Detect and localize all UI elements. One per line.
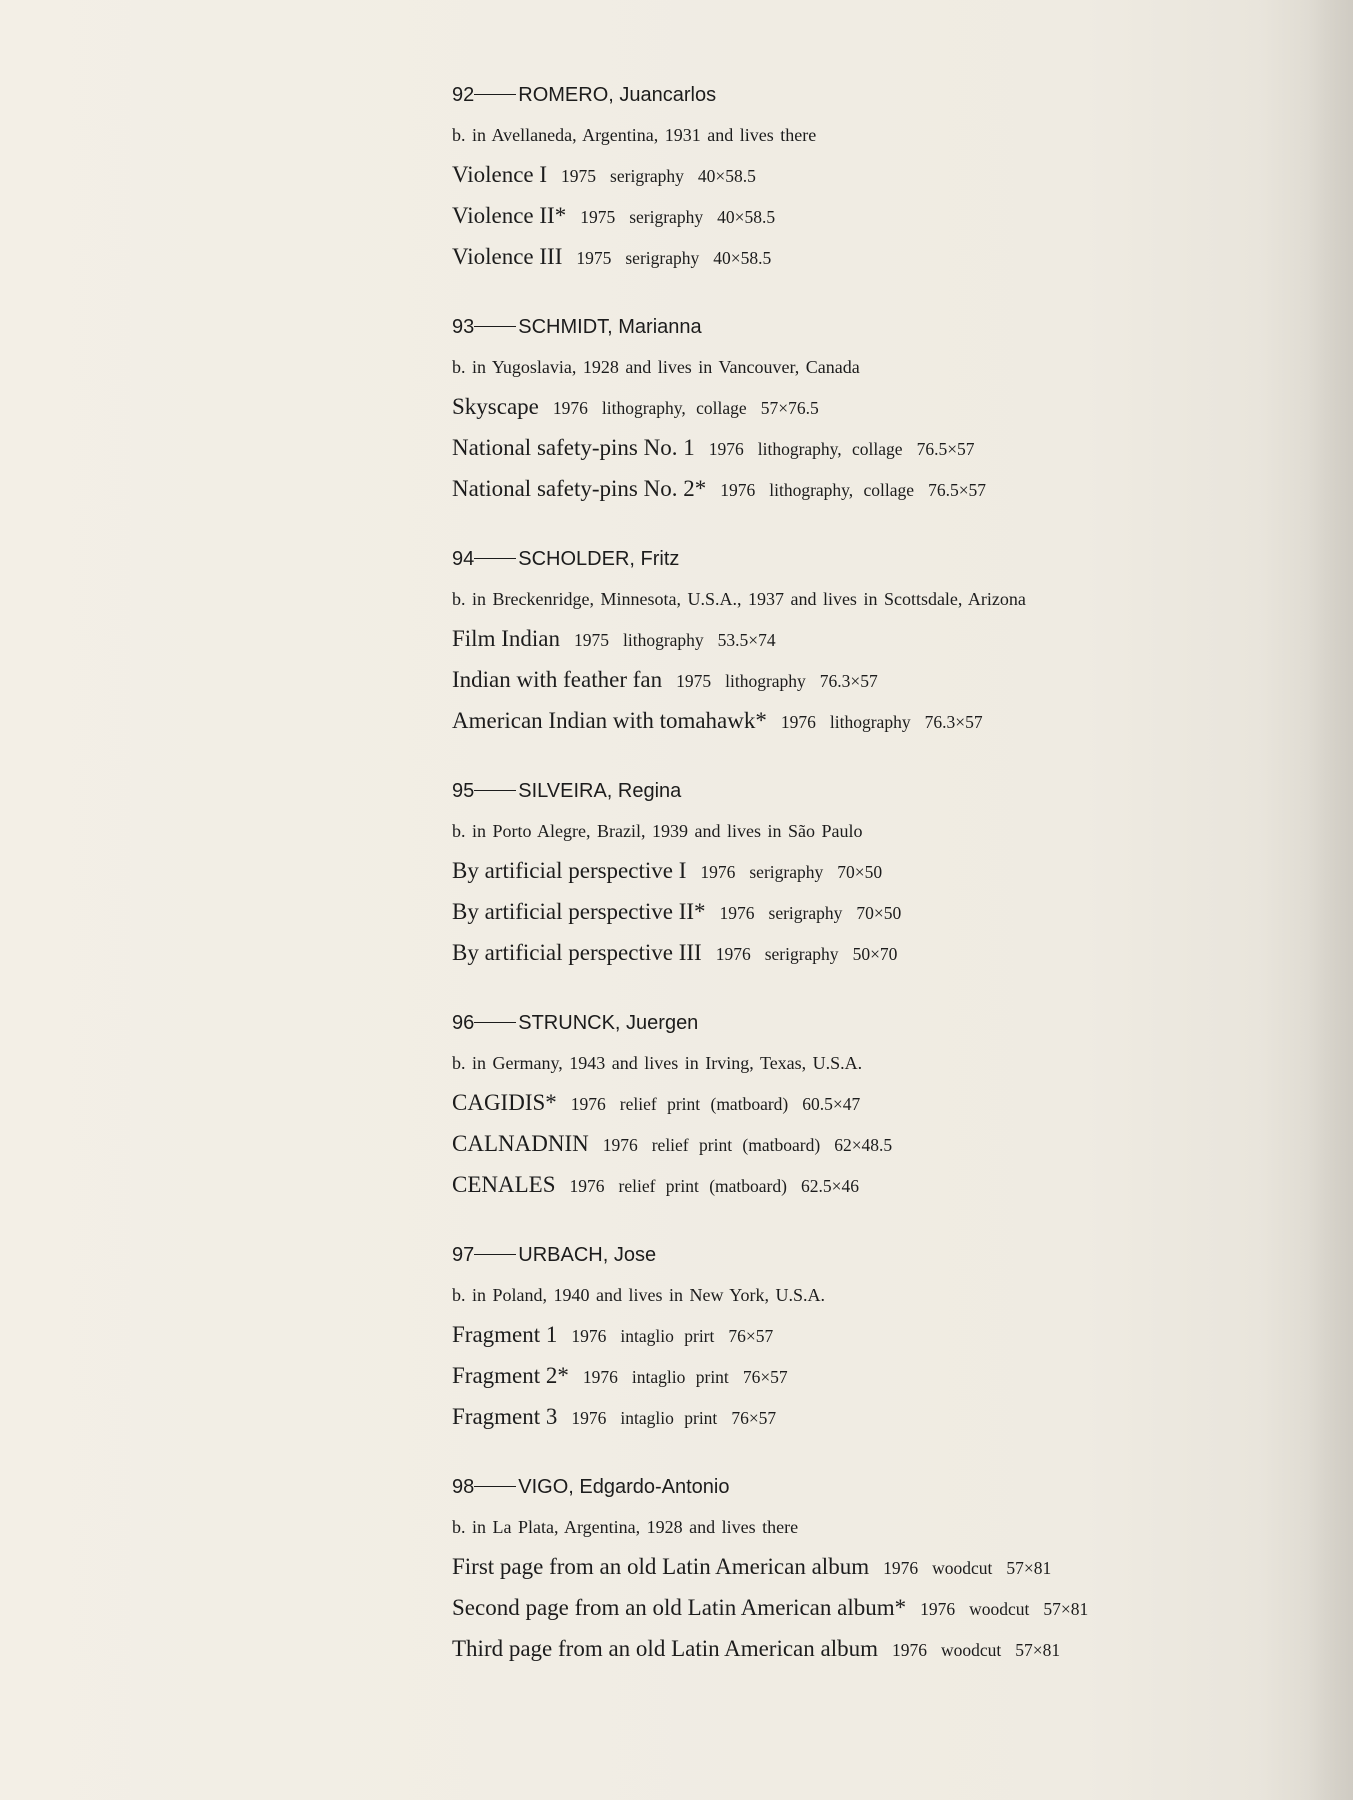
- artwork-medium: lithography, collage: [757, 439, 903, 459]
- artwork-row: [452, 936, 1332, 977]
- artwork-size: 76×57: [742, 1367, 788, 1387]
- artist-entry: [452, 1472, 1332, 1704]
- artwork-title: Indian with feather fan: [452, 667, 663, 692]
- artwork-medium: serigraphy: [610, 166, 684, 186]
- artist-entry: [452, 312, 1332, 544]
- artwork-size: 76×57: [728, 1326, 774, 1346]
- artwork-year: 1976: [719, 903, 755, 923]
- artwork-size: 62.5×46: [800, 1176, 859, 1196]
- artwork-row: [452, 854, 1332, 895]
- artist-name: VIGO, Edgardo-Antonio: [518, 1476, 730, 1498]
- artwork-year: 1976: [571, 1408, 607, 1428]
- artist-heading: [452, 776, 1332, 818]
- artwork-size: 70×50: [837, 862, 883, 882]
- artwork-year: 1976: [720, 480, 756, 500]
- artwork-medium: lithography: [622, 630, 704, 650]
- artwork-title: Film Indian: [452, 626, 560, 651]
- artwork-year: 1976: [883, 1558, 919, 1578]
- artist-name: SCHMIDT, Marianna: [518, 316, 702, 338]
- artwork-size: 57×76.5: [760, 398, 819, 418]
- artwork-row: [452, 704, 1332, 745]
- artwork-size: 40×58.5: [697, 166, 756, 186]
- artwork-medium: serigraphy: [768, 903, 843, 923]
- artwork-title: American Indian with tomahawk*: [452, 708, 767, 733]
- artwork-year: 1976: [571, 1326, 607, 1346]
- artwork-row: [452, 158, 1332, 199]
- artwork-medium: relief print (matboard): [619, 1094, 789, 1114]
- artwork-year: 1976: [920, 1599, 956, 1619]
- artwork-title: Third page from an old Latin American album: [452, 1636, 879, 1661]
- artist-heading: [452, 1008, 1332, 1050]
- artwork-size: 40×58.5: [713, 248, 772, 268]
- artwork-medium: lithography: [725, 671, 806, 691]
- artwork-row: [452, 895, 1332, 936]
- artwork-row: [452, 240, 1332, 281]
- artwork-row: [452, 199, 1332, 240]
- dash-rule: [474, 1486, 516, 1487]
- artwork-medium: woodcut: [941, 1640, 1002, 1660]
- artist-entry: [452, 1240, 1332, 1472]
- dash-rule: [474, 1022, 516, 1023]
- artwork-year: 1975: [580, 207, 616, 227]
- artwork-medium: intaglio prirt: [620, 1326, 715, 1346]
- artwork-row: [452, 663, 1332, 704]
- artwork-title: Fragment 2*: [452, 1363, 569, 1388]
- artist-name: SILVEIRA, Regina: [518, 780, 682, 802]
- artwork-size: 50×70: [852, 944, 898, 964]
- artist-number: 98: [452, 1476, 475, 1498]
- artwork-row: [452, 1359, 1332, 1400]
- artwork-year: 1976: [552, 398, 588, 418]
- artwork-year: 1976: [715, 944, 751, 964]
- artwork-title: National safety-pins No. 1: [452, 435, 695, 460]
- artwork-medium: intaglio print: [631, 1367, 729, 1387]
- artist-entry: [452, 1008, 1332, 1240]
- artist-number: 94: [452, 548, 475, 570]
- artist-name: URBACH, Jose: [518, 1244, 657, 1266]
- artwork-medium: relief print (matboard): [618, 1176, 787, 1196]
- artwork-row: [452, 1591, 1332, 1632]
- artwork-row: [452, 622, 1332, 663]
- artwork-title: Second page from an old Latin American album*: [452, 1595, 907, 1620]
- artwork-size: 76.3×57: [819, 671, 878, 691]
- artwork-medium: relief print (matboard): [651, 1135, 821, 1155]
- artwork-size: 57×81: [1015, 1640, 1061, 1660]
- artist-bio: b. in Breckenridge, Minnesota, U.S.A., 1937 and lives in Scottsdale, Arizona: [452, 589, 1026, 609]
- artist-entry: [452, 80, 1332, 312]
- artist-name: ROMERO, Juancarlos: [518, 84, 717, 106]
- artwork-title: Violence II*: [452, 203, 567, 228]
- artwork-medium: lithography, collage: [769, 480, 915, 500]
- artwork-title: By artificial perspective I: [452, 858, 687, 883]
- artwork-row: [452, 1127, 1332, 1168]
- artwork-size: 76.5×57: [916, 439, 975, 459]
- artwork-medium: lithography: [829, 712, 911, 732]
- artwork-year: 1976: [700, 862, 736, 882]
- artwork-year: 1976: [892, 1640, 928, 1660]
- artwork-medium: serigraphy: [764, 944, 839, 964]
- artwork-title: Violence III: [452, 244, 563, 269]
- artist-bio: b. in Poland, 1940 and lives in New York, U.S.A.: [452, 1285, 826, 1305]
- artwork-year: 1975: [576, 248, 612, 268]
- artwork-size: 76×57: [731, 1408, 777, 1428]
- artwork-title: National safety-pins No. 2*: [452, 476, 707, 501]
- artist-heading: [452, 544, 1332, 586]
- artwork-size: 70×50: [856, 903, 902, 923]
- dash-rule: [474, 326, 516, 327]
- artist-heading: [452, 1472, 1332, 1514]
- artwork-size: 57×81: [1006, 1558, 1052, 1578]
- artwork-size: 76.3×57: [924, 712, 983, 732]
- artwork-year: 1975: [676, 671, 712, 691]
- artwork-year: 1976: [780, 712, 816, 732]
- artwork-row: [452, 1550, 1332, 1591]
- artwork-title: Fragment 3: [452, 1404, 558, 1429]
- artist-entry: [452, 544, 1332, 776]
- artwork-year: 1976: [569, 1176, 605, 1196]
- dash-rule: [474, 94, 516, 95]
- artist-name: STRUNCK, Juergen: [518, 1012, 699, 1034]
- artwork-year: 1976: [570, 1094, 606, 1114]
- artwork-title: First page from an old Latin American album: [452, 1554, 870, 1579]
- artwork-size: 62×48.5: [834, 1135, 893, 1155]
- artwork-medium: lithography, collage: [601, 398, 747, 418]
- artist-catalog: [452, 80, 1332, 1704]
- artwork-medium: serigraphy: [749, 862, 824, 882]
- artwork-medium: woodcut: [932, 1558, 993, 1578]
- artist-number: 96: [452, 1012, 475, 1034]
- artwork-title: CENALES: [452, 1172, 556, 1197]
- artwork-year: 1975: [561, 166, 597, 186]
- artwork-title: By artificial perspective III: [452, 940, 702, 965]
- artwork-row: [452, 1168, 1332, 1209]
- artist-bio: b. in Yugoslavia, 1928 and lives in Vancouver, Canada: [452, 357, 860, 377]
- artist-bio: b. in Porto Alegre, Brazil, 1939 and lives in São Paulo: [452, 821, 863, 841]
- artist-number: 92: [452, 84, 475, 106]
- artwork-row: [452, 1086, 1332, 1127]
- artwork-title: Fragment 1: [452, 1322, 558, 1347]
- artwork-title: Violence I: [452, 162, 548, 187]
- artist-heading: [452, 80, 1332, 122]
- artwork-year: 1975: [573, 630, 609, 650]
- artwork-medium: serigraphy: [629, 207, 704, 227]
- artist-bio: b. in Germany, 1943 and lives in Irving, Texas, U.S.A.: [452, 1053, 863, 1073]
- artwork-title: CALNADNIN: [452, 1131, 589, 1156]
- artwork-row: [452, 390, 1332, 431]
- dash-rule: [474, 790, 516, 791]
- artwork-year: 1976: [582, 1367, 618, 1387]
- dash-rule: [474, 558, 516, 559]
- artwork-size: 76.5×57: [928, 480, 987, 500]
- artwork-row: [452, 1400, 1332, 1441]
- artist-entry: [452, 776, 1332, 1008]
- artist-heading: [452, 312, 1332, 354]
- dash-rule: [474, 1254, 516, 1255]
- artist-heading: [452, 1240, 1332, 1282]
- artwork-size: 53.5×74: [717, 630, 776, 650]
- artwork-size: 57×81: [1043, 1599, 1089, 1619]
- artwork-size: 40×58.5: [717, 207, 776, 227]
- artwork-title: By artificial perspective II*: [452, 899, 706, 924]
- artwork-title: Skyscape: [452, 394, 539, 419]
- artwork-row: [452, 1632, 1332, 1673]
- artwork-row: [452, 431, 1332, 472]
- artist-number: 95: [452, 780, 475, 802]
- artwork-year: 1976: [708, 439, 744, 459]
- artwork-size: 60.5×47: [802, 1094, 861, 1114]
- artist-bio: b. in Avellaneda, Argentina, 1931 and lives there: [452, 125, 817, 145]
- artist-name: SCHOLDER, Fritz: [518, 548, 680, 570]
- artwork-medium: woodcut: [969, 1599, 1030, 1619]
- artwork-row: [452, 472, 1332, 513]
- artwork-title: CAGIDIS*: [452, 1090, 557, 1115]
- artist-bio: b. in La Plata, Argentina, 1928 and lives there: [452, 1517, 799, 1537]
- artwork-row: [452, 1318, 1332, 1359]
- artist-number: 93: [452, 316, 475, 338]
- artist-number: 97: [452, 1244, 475, 1266]
- artwork-medium: intaglio print: [620, 1408, 718, 1428]
- artwork-medium: serigraphy: [625, 248, 700, 268]
- artwork-year: 1976: [602, 1135, 638, 1155]
